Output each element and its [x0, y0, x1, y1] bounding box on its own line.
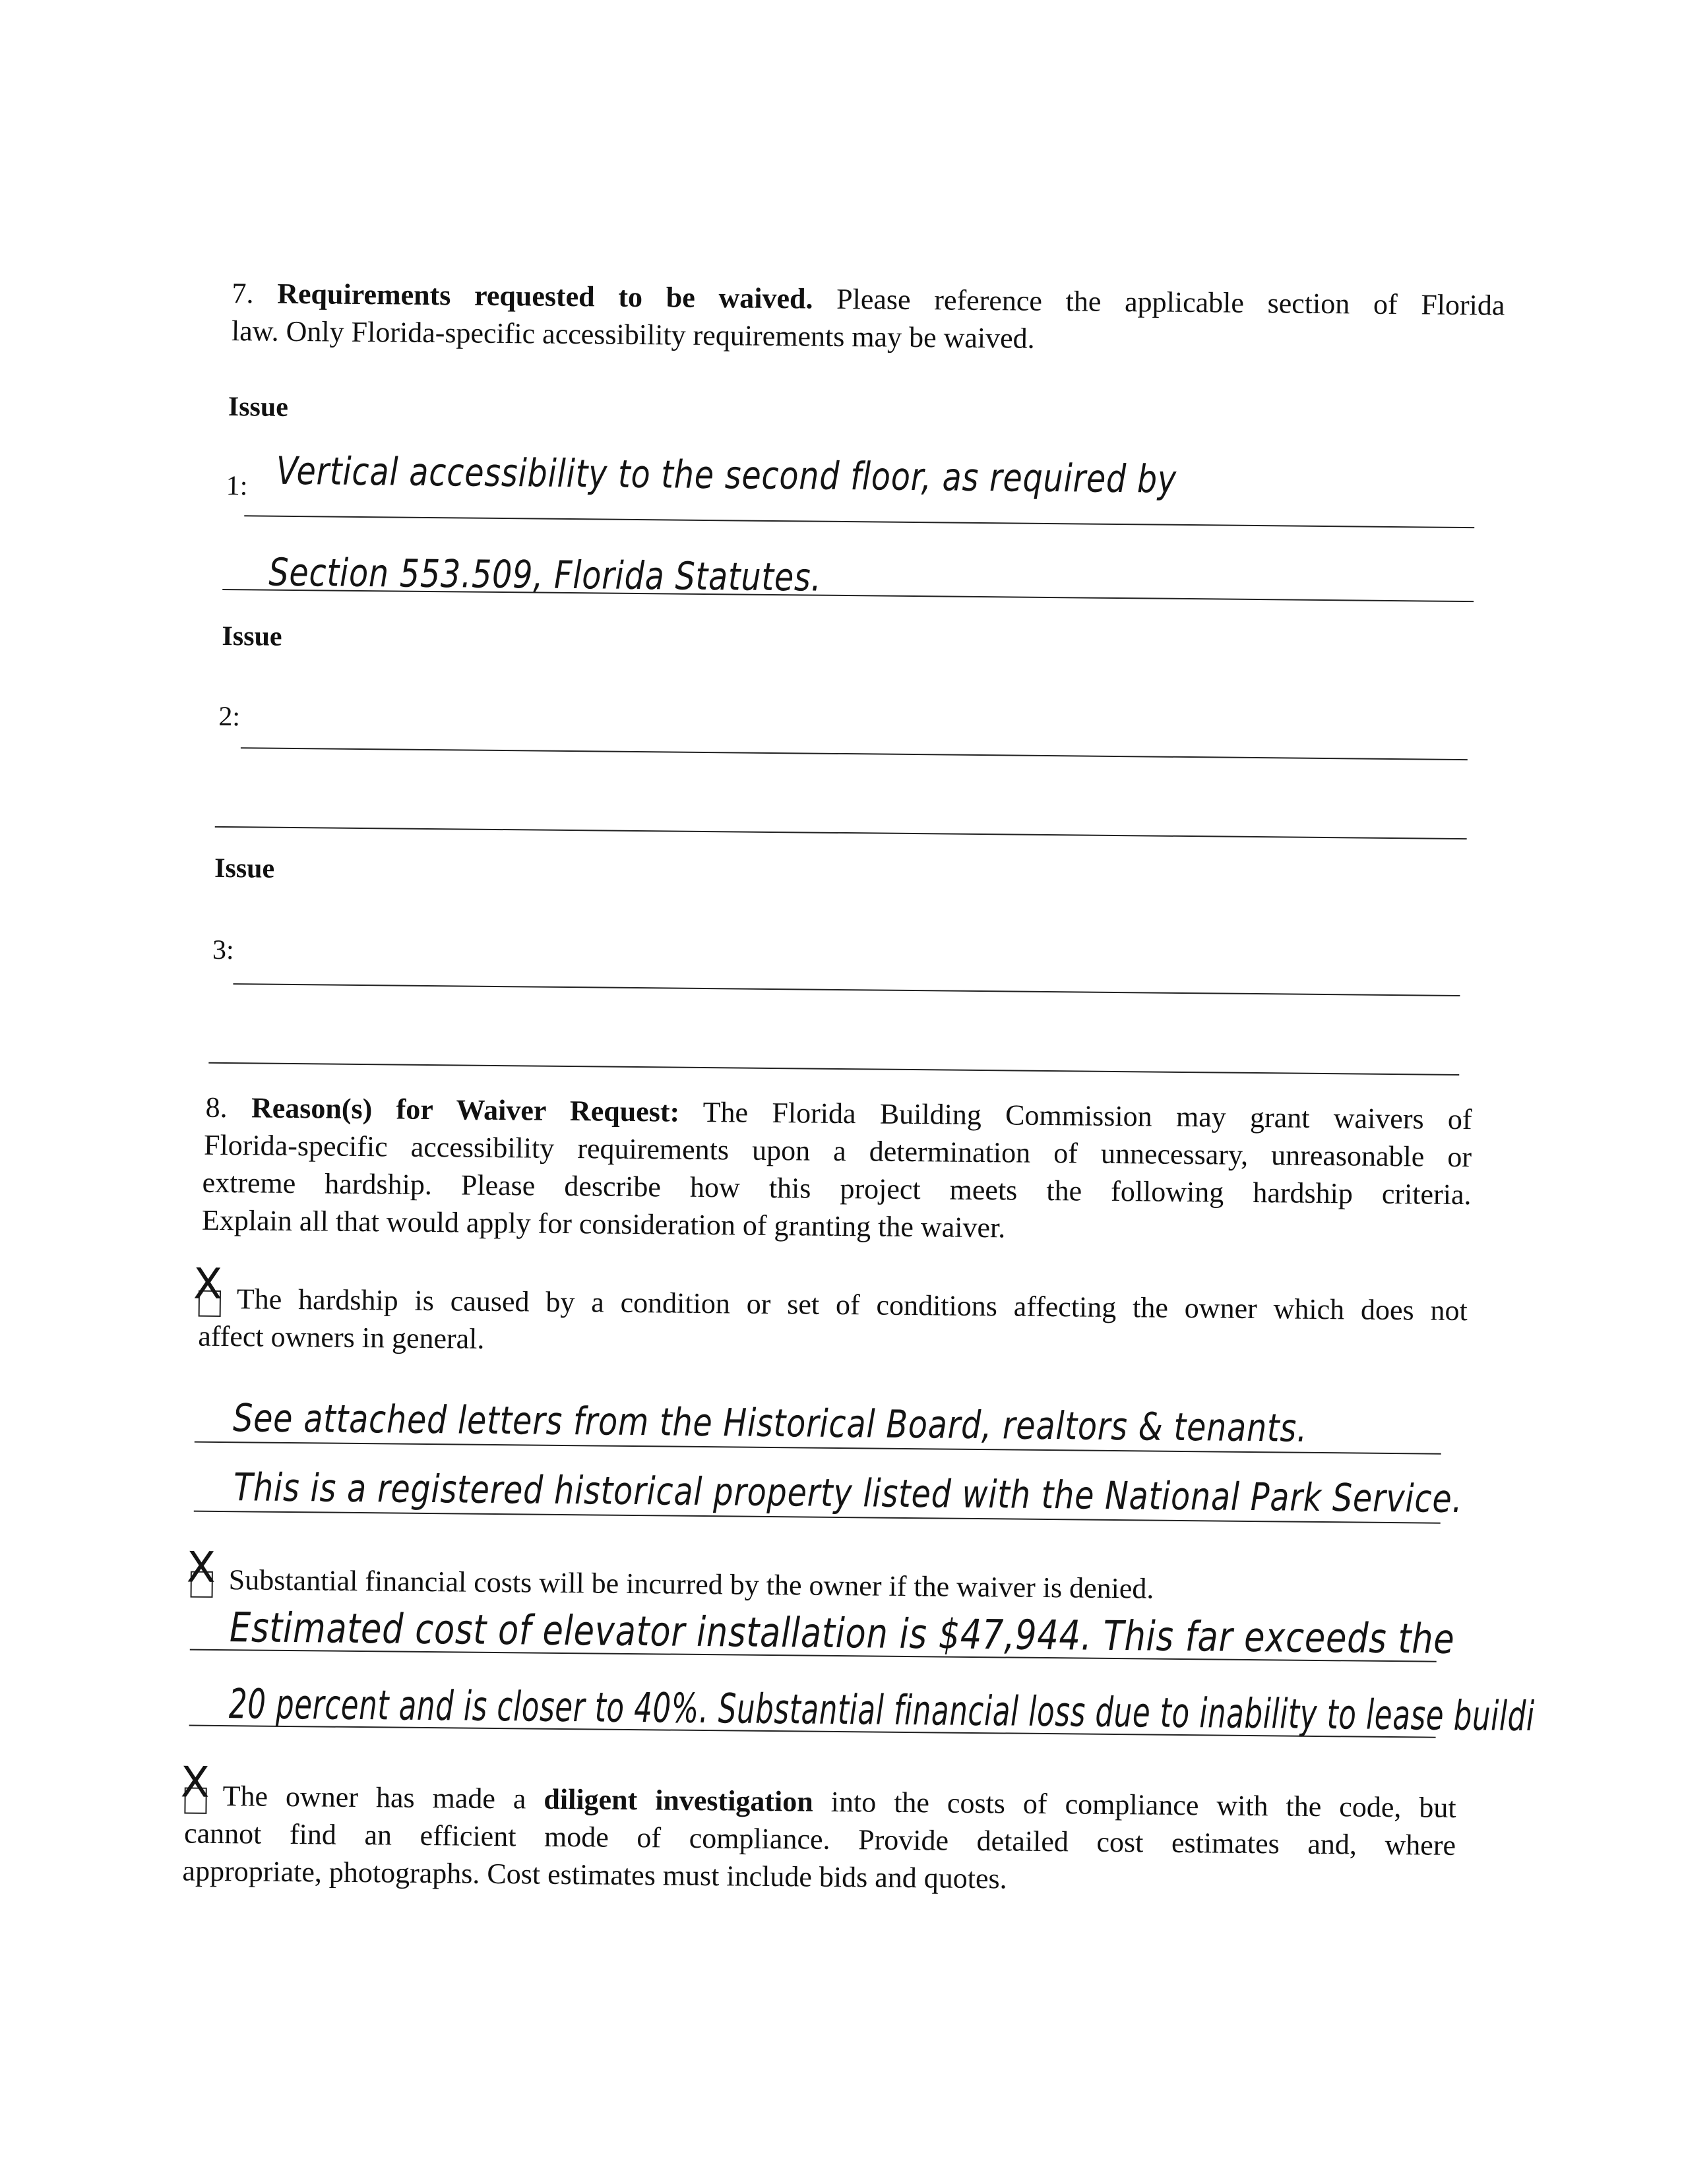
issue-1-number: 1:: [226, 471, 248, 502]
section8-intro-line4: Explain all that would apply for consideration of granting the waiver.: [201, 1203, 1006, 1244]
section7-heading: Requirements requested to be waived.: [277, 277, 813, 315]
criterion-2-handwritten-line1[interactable]: Estimated cost of elevator installation is $47,944. This far exceeds the: [229, 1603, 1455, 1663]
criterion-1-text-line1: The hardship is caused by a condition or set of conditions affecting the owner which does not: [236, 1283, 1468, 1327]
section8-heading: Reason(s) for Waiver Request:: [251, 1091, 680, 1128]
issue-1-answer-line-1: [244, 515, 1474, 528]
criterion-2-handwritten-line2[interactable]: 20 percent and is closer to 40%. Substantial financial loss due to inability to lease buildi: [228, 1680, 1536, 1741]
section-number: 8.: [205, 1091, 228, 1124]
criterion-3-text-post: into the costs of compliance with the code, but: [813, 1785, 1456, 1825]
criterion-3-text-line2: cannot find an efficient mode of compliance. Provide detailed cost estimates and, where: [183, 1817, 1456, 1862]
criterion-3-text-pre: The owner has made a: [222, 1780, 544, 1815]
issue-1-label: Issue: [228, 392, 289, 423]
issue-3-label: Issue: [214, 853, 275, 884]
criterion-1-handwritten-line2[interactable]: This is a registered historical property listed with the National Park Service.: [233, 1465, 1463, 1522]
issue-1-handwritten-line1[interactable]: Vertical accessibility to the second floor, as required by: [276, 448, 1177, 502]
criterion-1-check-mark: X: [193, 1259, 223, 1310]
issue-3-answer-line-2[interactable]: [208, 1062, 1459, 1076]
criterion-1-handwritten-line1[interactable]: See attached letters from the Historical Board, realtors & tenants.: [232, 1395, 1308, 1451]
criterion-3-bold-text: diligent investigation: [544, 1782, 814, 1818]
section7-intro-line2: law. Only Florida-specific accessibility requirements may be waived.: [231, 315, 1035, 355]
criterion-3-check-mark: X: [180, 1758, 210, 1807]
section8-intro-line3: extreme hardship. Please describe how this project meets the following hardship criteria.: [202, 1166, 1472, 1211]
issue-3-answer-line-1[interactable]: [233, 983, 1460, 996]
criterion-3-text-line3: appropriate, photographs. Cost estimates must include bids and quotes.: [182, 1854, 1007, 1895]
issue-2-number: 2:: [218, 701, 241, 733]
issue-2-label: Issue: [222, 621, 282, 652]
criterion-1-text-line2: affect owners in general.: [198, 1320, 485, 1355]
section8-intro-line2: Florida-specific accessibility requirements upon a determination of unnecessary, unreasonable or: [203, 1128, 1472, 1174]
criterion-2-text: Substantial financial costs will be incurred by the owner if the waiver is denied.: [228, 1563, 1154, 1605]
criterion-2-check-mark: X: [186, 1543, 216, 1592]
section7-instruction: Please reference the applicable section of Florida: [836, 282, 1505, 322]
issue-2-answer-line-1[interactable]: [241, 747, 1468, 760]
issue-3-number: 3:: [212, 934, 234, 966]
section8-text: The Florida Building Commission may grant waivers of: [702, 1095, 1472, 1136]
section-number: 7.: [232, 277, 254, 310]
issue-1-handwritten-line2[interactable]: Section 553.509, Florida Statutes.: [268, 549, 822, 600]
issue-2-answer-line-2[interactable]: [215, 826, 1467, 839]
